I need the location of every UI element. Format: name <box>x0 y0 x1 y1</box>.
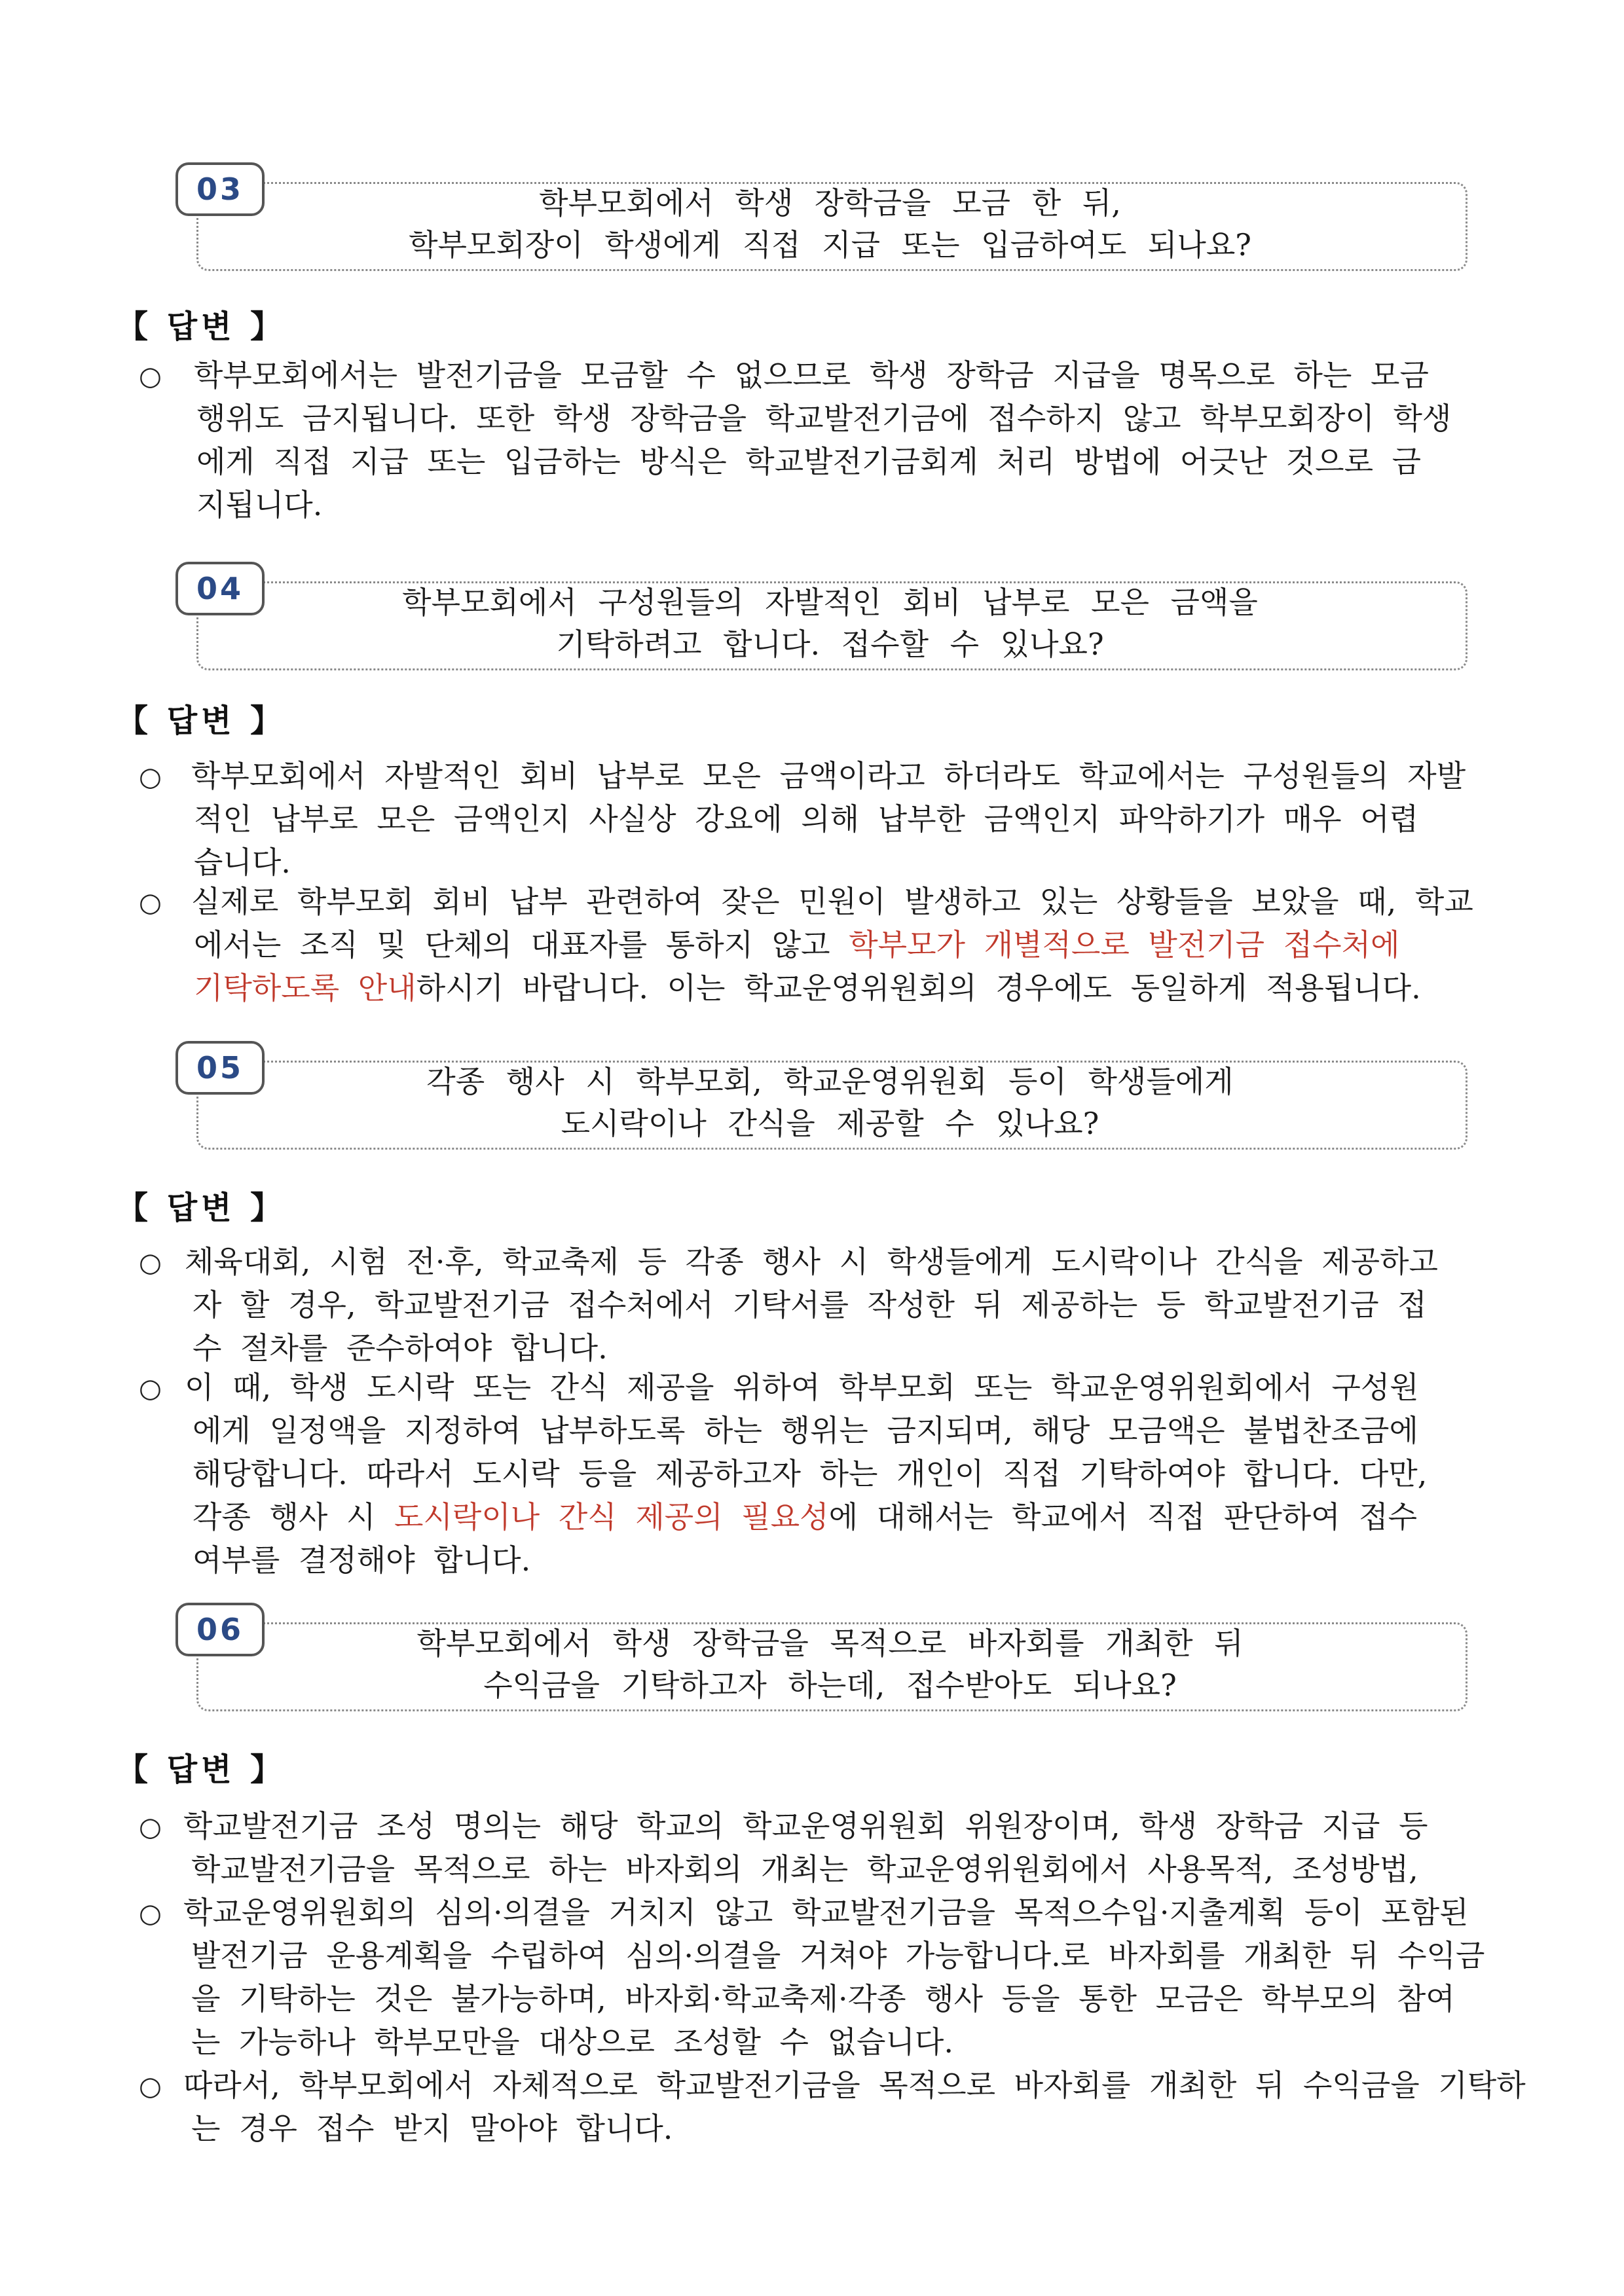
answer-line: 학부모회에서 자발적인 회비 납부로 모은 금액이라고 하더라도 학교에서는 구성원들의 자발 <box>191 758 1466 793</box>
answer-heading: 【 답변 】 <box>117 702 286 739</box>
bullet-icon: ○ <box>139 1812 162 1842</box>
highlight-text: 도시락이나 간식 제공의 필요성 <box>394 1499 829 1535</box>
answer-line: 이 때, 학생 도시락 또는 간식 제공을 위하여 학부모회 또는 학교운영위원회에서 구성원 <box>185 1370 1419 1405</box>
answer-line: 는 경우 접수 받지 말아야 합니다. <box>191 2111 673 2146</box>
answer-line: 학부모회에서는 발전기금을 모금할 수 없으므로 학생 장학금 지급을 명목으로 하는 모금 <box>194 357 1429 393</box>
answer-line: 해당합니다. 따라서 도시락 등을 제공하고자 하는 개인이 직접 기탁하여야 합니다. 다만, <box>193 1456 1428 1491</box>
question-number: 06 <box>175 1603 265 1656</box>
answer-line: 발전기금 운용계획을 수립하여 심의·의결을 거쳐야 가능합니다.로 바자회를 개최한 뒤 수익금 <box>191 1938 1485 1973</box>
question-number: 04 <box>175 562 265 615</box>
question-line: 각종 행사 시 학부모회, 학교운영위원회 등이 학생들에게 <box>426 1064 1234 1099</box>
answer-line: 자 할 경우, 학교발전기금 접수처에서 기탁서를 작성한 뒤 제공하는 등 학교발전기금 접 <box>193 1287 1427 1322</box>
question-number: 05 <box>175 1041 265 1095</box>
highlight-text: 기탁하도록 안내 <box>194 970 416 1006</box>
answer-line: 학교발전기금 조성 명의는 해당 학교의 학교운영위원회 위원장이며, 학생 장학금 지급 등 <box>183 1808 1428 1844</box>
answer-line: 적인 납부로 모은 금액인지 사실상 강요에 의해 납부한 금액인지 파악하기가 매우 어렵 <box>194 801 1419 837</box>
question-line: 학부모회에서 학생 장학금을 목적으로 바자회를 개최한 뒤 <box>416 1626 1244 1661</box>
answer-line: 체육대회, 시험 전·후, 학교축제 등 각종 행사 시 학생들에게 도시락이나 간식을 제공하고 <box>185 1244 1438 1279</box>
bullet-icon: ○ <box>139 888 162 918</box>
answer-text: 에 대해서는 학교에서 직접 판단하여 접수 <box>828 1499 1418 1535</box>
answer-line: 따라서, 학부모회에서 자체적으로 학교발전기금을 목적으로 바자회를 개최한 뒤 수익금을 기탁하 <box>183 2068 1526 2103</box>
answer-text: 각종 행사 시 <box>193 1499 395 1535</box>
answer-line: 실제로 학부모회 회비 납부 관련하여 잦은 민원이 발생하고 있는 상황들을 보았을 때, 학교 <box>191 884 1473 919</box>
answer-heading: 【 답변 】 <box>117 1751 286 1788</box>
answer-line: 는 가능하나 학부모만을 대상으로 조성할 수 없습니다. <box>191 2024 953 2060</box>
bullet-icon: ○ <box>139 1248 162 1278</box>
answer-heading: 【 답변 】 <box>117 1190 286 1226</box>
bullet-icon: ○ <box>139 2071 162 2102</box>
answer-heading: 【 답변 】 <box>117 308 286 345</box>
question-line: 학부모회에서 구성원들의 자발적인 회비 납부로 모은 금액을 <box>402 585 1258 620</box>
question-line: 도시락이나 간식을 제공할 수 있나요? <box>561 1106 1099 1141</box>
question-line: 수익금을 기탁하고자 하는데, 접수받아도 되나요? <box>483 1667 1177 1703</box>
bullet-icon: ○ <box>139 1374 162 1404</box>
bullet-icon: ○ <box>139 361 162 392</box>
bullet-icon: ○ <box>139 1899 162 1929</box>
answer-line: 학교운영위원회의 심의·의결을 거치지 않고 학교발전기금을 목적으수입·지출계획 등이 포함된 <box>183 1895 1469 1930</box>
answer-line: 행위도 금지됩니다. 또한 학생 장학금을 학교발전기금에 접수하지 않고 학부모회장이 학생 <box>196 401 1452 436</box>
question-line: 학부모회장이 학생에게 직접 지급 또는 입금하여도 되나요? <box>409 227 1251 263</box>
highlight-text: 학부모가 개별적으로 발전기금 접수처에 <box>849 927 1400 962</box>
question-number: 03 <box>175 162 265 216</box>
question-text <box>196 1622 1464 1706</box>
answer-line: 습니다. <box>194 845 291 880</box>
answer-line: 에게 직접 지급 또는 입금하는 방식은 학교발전기금회계 처리 방법에 어긋난 것으로 금 <box>196 444 1422 479</box>
answer-text: 하시기 바랍니다. 이는 학교운영위원회의 경우에도 동일하게 적용됩니다. <box>416 970 1421 1006</box>
answer-line: 여부를 결정해야 합니다. <box>193 1542 531 1578</box>
answer-line: 수 절차를 준수하여야 합니다. <box>193 1330 608 1366</box>
bullet-icon: ○ <box>139 762 162 792</box>
answer-line: 에게 일정액을 지정하여 납부하도록 하는 행위는 금지되며, 해당 모금액은 불법찬조금에 <box>193 1413 1418 1448</box>
question-line: 기탁하려고 합니다. 접수할 수 있나요? <box>556 627 1104 662</box>
answer-line: 을 기탁하는 것은 불가능하며, 바자회·학교축제·각종 행사 등을 통한 모금은 학부모의 참여 <box>191 1981 1455 2016</box>
question-line: 학부모회에서 학생 장학금을 모금 한 뒤, <box>539 185 1121 221</box>
question-text <box>196 1061 1464 1144</box>
answer-line <box>194 966 1421 1010</box>
question-text <box>196 182 1464 266</box>
answer-text: 에서는 조직 및 단체의 대표자를 통하지 않고 <box>194 927 849 962</box>
answer-line <box>194 923 1399 966</box>
question-text <box>196 581 1464 665</box>
answer-line <box>193 1495 1417 1539</box>
answer-line: 지됩니다. <box>196 487 323 522</box>
answer-line: 학교발전기금을 목적으로 하는 바자회의 개최는 학교운영위원회에서 사용목적, 조성방법, <box>191 1851 1418 1887</box>
